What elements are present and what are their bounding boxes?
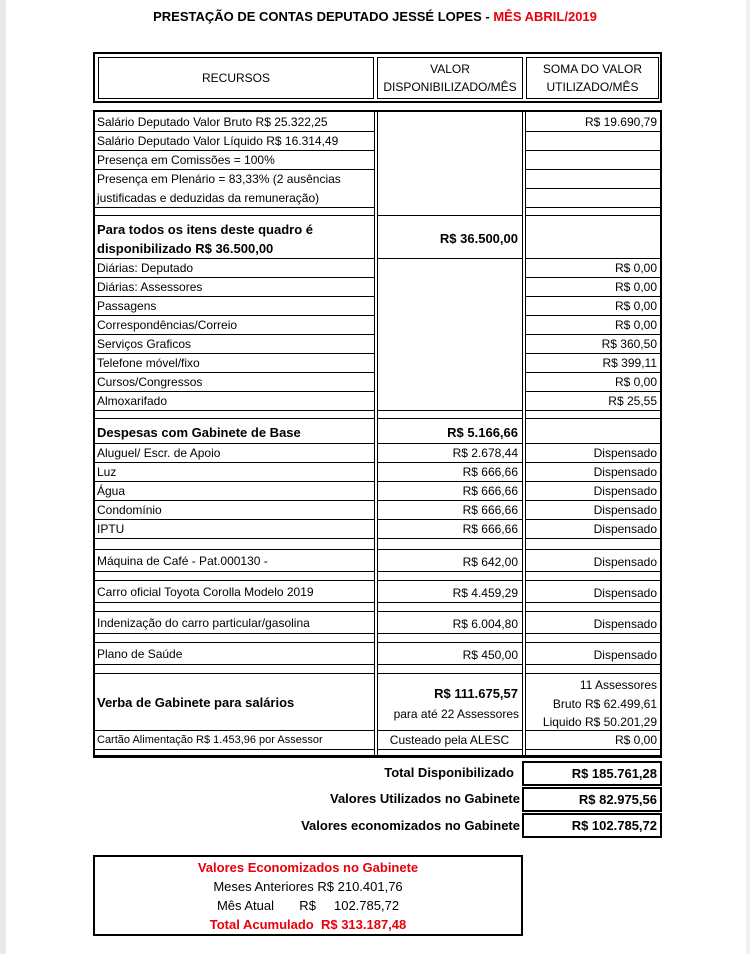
row-line	[95, 391, 374, 392]
row-line	[95, 296, 374, 297]
quadro-item-label: Almoxarifado	[97, 394, 168, 408]
base-item-used: Dispensado	[593, 465, 657, 479]
row-line	[377, 602, 522, 603]
base-item-label: Luz	[97, 465, 117, 479]
base-item-value: R$ 666,66	[462, 503, 518, 517]
row-line	[525, 673, 662, 674]
carro-value: R$ 4.459,29	[452, 586, 518, 600]
quadro-item-used: R$ 0,00	[614, 299, 657, 313]
indenizacao-value: R$ 6.004,80	[452, 617, 518, 631]
base-item-label: Água	[97, 484, 126, 498]
base-label: Despesas com Gabinete de Base	[97, 425, 301, 440]
saude-used: Dispensado	[593, 648, 657, 662]
column-divider	[522, 112, 523, 755]
row-line	[377, 410, 522, 411]
row-line	[95, 353, 374, 354]
base-item-used: Dispensado	[593, 522, 657, 536]
valores-utilizados-value: R$ 82.975,56	[522, 787, 662, 812]
valores-economizados-label: Valores economizados no Gabinete	[301, 818, 520, 833]
row-line	[377, 500, 522, 501]
header-col2-line1: VALOR	[430, 62, 470, 76]
row-line	[377, 481, 522, 482]
cafe-value: R$ 642,00	[462, 555, 518, 569]
base-item-used: Dispensado	[593, 446, 657, 460]
quadro-item-label: Diárias: Assessores	[97, 280, 203, 294]
row-line	[95, 538, 374, 539]
header-col3-line2: UTILIZADO/MÊS	[546, 80, 639, 94]
row-line	[525, 571, 662, 572]
carro-used: Dispensado	[593, 586, 657, 600]
row-line	[95, 519, 374, 520]
row-line	[95, 611, 374, 612]
total-disponibilizado-value: R$ 185.761,28	[522, 761, 662, 786]
row-line	[95, 443, 374, 444]
row-line	[525, 730, 662, 731]
quadro-item-label: Serviços Graficos	[97, 337, 192, 351]
quadro-item-used: R$ 0,00	[614, 280, 657, 294]
row-line	[95, 673, 374, 674]
saude-label: Plano de Saúde	[97, 647, 183, 661]
row-line	[525, 418, 662, 419]
row-line	[377, 571, 522, 572]
row-line	[525, 315, 662, 316]
row-line	[377, 538, 522, 539]
summary-previous-months: Meses Anteriores R$ 210.401,76	[213, 879, 403, 894]
page-title	[0, 9, 750, 24]
base-item-label: Aluguel/ Escr. de Apoio	[97, 446, 221, 460]
row-line	[525, 611, 662, 612]
indenizacao-used: Dispensado	[593, 617, 657, 631]
header-col3-line1: SOMA DO VALOR	[542, 62, 643, 76]
row-line	[377, 633, 522, 634]
row-line	[525, 372, 662, 373]
row-line	[525, 131, 662, 132]
row-line	[525, 334, 662, 335]
base-value: R$ 5.166,66	[447, 425, 518, 440]
cafe-used: Dispensado	[593, 555, 657, 569]
total-disponibilizado-label: Total Disponibilizado	[384, 765, 514, 780]
base-item-label: Condomínio	[97, 503, 162, 517]
row-line	[525, 296, 662, 297]
row-line	[95, 315, 374, 316]
row-line	[377, 418, 522, 419]
title-prefix: PRESTAÇÃO DE CONTAS DEPUTADO JESSÉ LOPES -	[153, 9, 494, 24]
base-item-used: Dispensado	[593, 503, 657, 517]
page-edge-left	[0, 0, 6, 954]
row-line	[525, 410, 662, 411]
base-item-value: R$ 2.678,44	[452, 446, 518, 460]
row-line	[95, 481, 374, 482]
row-line	[95, 410, 374, 411]
verba-label: Verba de Gabinete para salários	[97, 695, 295, 710]
quadro-item-label: Correspondências/Correio	[97, 318, 238, 332]
carro-label: Carro oficial Toyota Corolla Modelo 2019	[97, 585, 314, 599]
row-line	[525, 215, 662, 216]
quadro-item-used: R$ 0,00	[614, 261, 657, 275]
summary-title: Valores Economizados no Gabinete	[197, 860, 419, 875]
row-line	[525, 538, 662, 539]
summary-current-month: Mês Atual R$ 102.785,72	[216, 898, 400, 913]
quadro-value: R$ 36.500,00	[439, 231, 518, 246]
row-line	[95, 207, 374, 208]
quadro-item-used: R$ 399,11	[602, 356, 657, 370]
header-recursos-label: RECURSOS	[201, 71, 270, 85]
quadro-item-used: R$ 0,00	[614, 318, 657, 332]
savings-summary-box	[93, 855, 523, 936]
base-item-value: R$ 666,66	[462, 522, 518, 536]
row-line	[95, 571, 374, 572]
cafe-label: Máquina de Café - Pat.000130 -	[97, 554, 268, 568]
base-item-used: Dispensado	[593, 484, 657, 498]
row-line	[377, 611, 522, 612]
verba-used-assessores: 11 Assessores	[579, 678, 657, 692]
title-month: MÊS ABRIL/2019	[493, 9, 597, 24]
row-line	[525, 277, 662, 278]
row-line	[525, 481, 662, 482]
row-line	[377, 215, 522, 216]
row-line	[525, 188, 662, 189]
quadro-item-used: R$ 0,00	[614, 375, 657, 389]
verba-used-liquido: Liquido R$ 50.201,29	[542, 715, 657, 729]
row-line	[525, 549, 662, 550]
quadro-item-label: Telefone móvel/fixo	[97, 356, 200, 370]
row-line	[377, 443, 522, 444]
column-divider	[377, 112, 378, 755]
presence-plenary: Presença em Plenário = 83,33% (2 ausências	[97, 172, 341, 186]
row-line	[95, 500, 374, 501]
row-line	[525, 443, 662, 444]
valores-utilizados-label: Valores Utilizados no Gabinete	[330, 791, 520, 806]
base-item-value: R$ 666,66	[462, 484, 518, 498]
row-line	[377, 462, 522, 463]
row-line	[525, 391, 662, 392]
row-line	[95, 549, 374, 550]
row-line	[377, 519, 522, 520]
presence-plenary-note: justificadas e deduzidas da remuneração)	[97, 191, 320, 205]
row-line	[95, 258, 374, 259]
row-line	[525, 150, 662, 151]
quadro-item-label: Passagens	[97, 299, 157, 313]
header-recursos	[98, 57, 374, 99]
row-line	[95, 169, 374, 170]
salary-bruto-label: Salário Deputado Valor Bruto R$ 25.322,25	[97, 115, 328, 129]
page-edge-right	[746, 0, 750, 954]
row-line	[95, 664, 374, 665]
quadro-label-line2: disponibilizado R$ 36.500,00	[97, 241, 274, 256]
quadro-item-used: R$ 360,50	[601, 337, 657, 351]
row-line	[525, 633, 662, 634]
accounts-table	[93, 110, 662, 758]
row-line	[525, 500, 662, 501]
column-divider	[525, 112, 526, 755]
row-line	[525, 749, 662, 750]
base-item-label: IPTU	[97, 522, 125, 536]
row-line	[525, 519, 662, 520]
quadro-label-line1: Para todos os itens deste quadro é	[97, 222, 313, 237]
row-line	[525, 169, 662, 170]
verba-value: R$ 111.675,57	[434, 686, 518, 701]
cartao-label: Cartão Alimentação R$ 1.453,96 por Assessor	[97, 734, 323, 746]
row-line	[525, 642, 662, 643]
table-header	[93, 52, 662, 103]
row-line	[95, 642, 374, 643]
quadro-item-label: Diárias: Deputado	[97, 261, 194, 275]
row-line	[377, 730, 522, 731]
indenizacao-label: Indenização do carro particular/gasolina	[97, 616, 310, 630]
row-line	[95, 131, 374, 132]
saude-value: R$ 450,00	[462, 648, 518, 662]
summary-total-accumulated: Total Acumulado R$ 313.187,48	[209, 917, 407, 932]
row-line	[525, 207, 662, 208]
salary-liquido-label: Salário Deputado Valor Líquido R$ 16.314,49	[97, 134, 339, 148]
cartao-value: Custeado pela ALESC	[389, 733, 510, 747]
base-item-value: R$ 666,66	[462, 465, 518, 479]
row-line	[377, 749, 522, 750]
row-line	[95, 730, 374, 731]
row-line	[95, 372, 374, 373]
row-line	[377, 258, 522, 259]
row-line	[95, 602, 374, 603]
presence-commissions: Presença em Comissões = 100%	[97, 153, 275, 167]
row-line	[525, 580, 662, 581]
quadro-item-used: R$ 25,55	[608, 394, 657, 408]
row-line	[525, 462, 662, 463]
row-line	[95, 418, 374, 419]
row-line	[377, 549, 522, 550]
row-line	[95, 277, 374, 278]
row-line	[525, 664, 662, 665]
row-line	[525, 258, 662, 259]
verba-used-bruto: Bruto R$ 62.499,61	[552, 697, 657, 711]
row-line	[95, 580, 374, 581]
row-line	[95, 749, 374, 750]
verba-value-note: para até 22 Assessores	[393, 707, 519, 721]
header-valor-disponibilizado	[377, 57, 523, 99]
valores-economizados-value: R$ 102.785,72	[522, 813, 662, 838]
cartao-used: R$ 0,00	[614, 733, 657, 747]
row-line	[525, 353, 662, 354]
row-line	[95, 462, 374, 463]
header-col2-line2: DISPONIBILIZADO/MÊS	[383, 80, 517, 94]
header-soma-utilizado	[526, 57, 659, 99]
row-line	[377, 673, 522, 674]
row-line	[377, 664, 522, 665]
quadro-item-label: Cursos/Congressos	[97, 375, 203, 389]
row-line	[95, 334, 374, 335]
column-divider	[374, 112, 375, 755]
salary-bruto-used: R$ 19.690,79	[584, 115, 657, 129]
quadro-label	[97, 220, 313, 258]
row-line	[95, 150, 374, 151]
row-line	[377, 642, 522, 643]
row-line	[525, 602, 662, 603]
row-line	[95, 215, 374, 216]
row-line	[377, 580, 522, 581]
row-line	[95, 633, 374, 634]
